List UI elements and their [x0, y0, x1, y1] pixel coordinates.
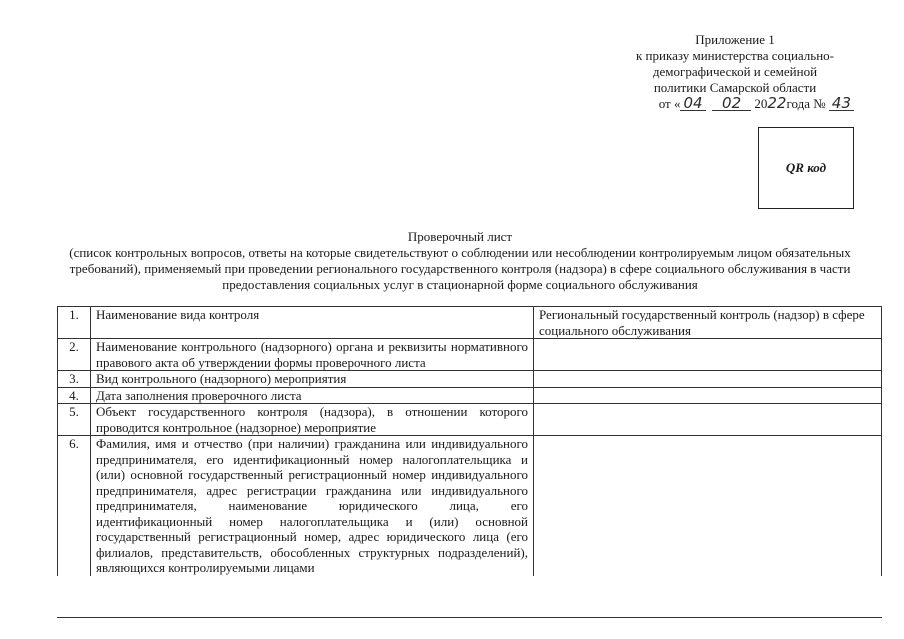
row-answer [534, 371, 882, 388]
document-subtitle: (список контрольных вопросов, ответы на которые свидетельствуют о соблюдении или несоблюдении контролируемым лицом обязательных требований), применяемый при проведении регионального государственного контроля (надзора) в сфере социального обслуживания в части предоставления социальных услуг в стационарной форме социального обслуживания [69, 245, 851, 292]
row-answer [534, 404, 882, 436]
appendix-order-line: к приказу министерства социально- [635, 48, 834, 63]
table-row [58, 339, 882, 371]
page-bottom-rule [57, 617, 882, 618]
document-title-block [40, 229, 880, 293]
table-row [58, 307, 882, 339]
row-number: 3. [58, 371, 91, 388]
qr-code-label: QR код [785, 160, 827, 175]
row-question: Объект государственного контроля (надзора), в отношении которого проводится контрольное (надзорное) мероприятие [91, 404, 534, 436]
row-question: Фамилия, имя и отчество (при наличии) гражданина или индивидуального предпринимателя, его идентификационный номер налогоплательщика и (или) основной государственный регистрационный номер индивидуального предпринимателя, адрес регистрации гражданина или индивидуального предпринимателя, наименование юридического лица, его идентификационный номер налогоплательщика и (или) основной государственный регистрационный номер, адрес юридического лица (его филиалов, представительств, обособленных структурных подразделений), являющихся контролируемыми лицами [91, 436, 534, 576]
handwritten-year: 22 [767, 94, 787, 112]
row-number: 2. [58, 339, 91, 371]
row-number: 5. [58, 404, 91, 436]
table-row [58, 404, 882, 436]
row-number: 6. [58, 436, 91, 576]
row-answer: Региональный государственный контроль (надзор) в сфере социального обслуживания [534, 307, 882, 339]
handwritten-day: 04 [680, 96, 705, 111]
checklist-table [57, 306, 882, 576]
appendix-title: Приложение 1 [695, 32, 775, 47]
row-number: 4. [58, 387, 91, 404]
qr-code-box [758, 127, 854, 209]
row-question: Наименование контрольного (надзорного) органа и реквизиты нормативного правового акта об утверждении формы проверочного листа [91, 339, 534, 371]
document-title: Проверочный лист [407, 229, 513, 244]
row-question: Дата заполнения проверочного листа [91, 387, 534, 404]
appendix-region-line: политики Самарской области [653, 80, 817, 95]
table-row [58, 371, 882, 388]
row-answer [534, 339, 882, 371]
date-prefix: от « [658, 96, 681, 111]
appendix-header [600, 32, 870, 112]
year-prefix: 20 [754, 96, 768, 111]
appendix-date-line [600, 96, 870, 112]
appendix-ministry-line: демографической и семейной [652, 64, 818, 79]
handwritten-number: 43 [829, 96, 854, 111]
row-question: Вид контрольного (надзорного) мероприятия [91, 371, 534, 388]
row-question: Наименование вида контроля [91, 307, 534, 339]
row-answer [534, 387, 882, 404]
table-row [58, 436, 882, 576]
row-answer [534, 436, 882, 576]
table-row [58, 387, 882, 404]
handwritten-month: 02 [712, 96, 751, 111]
year-suffix: года № [786, 96, 826, 111]
row-number: 1. [58, 307, 91, 339]
